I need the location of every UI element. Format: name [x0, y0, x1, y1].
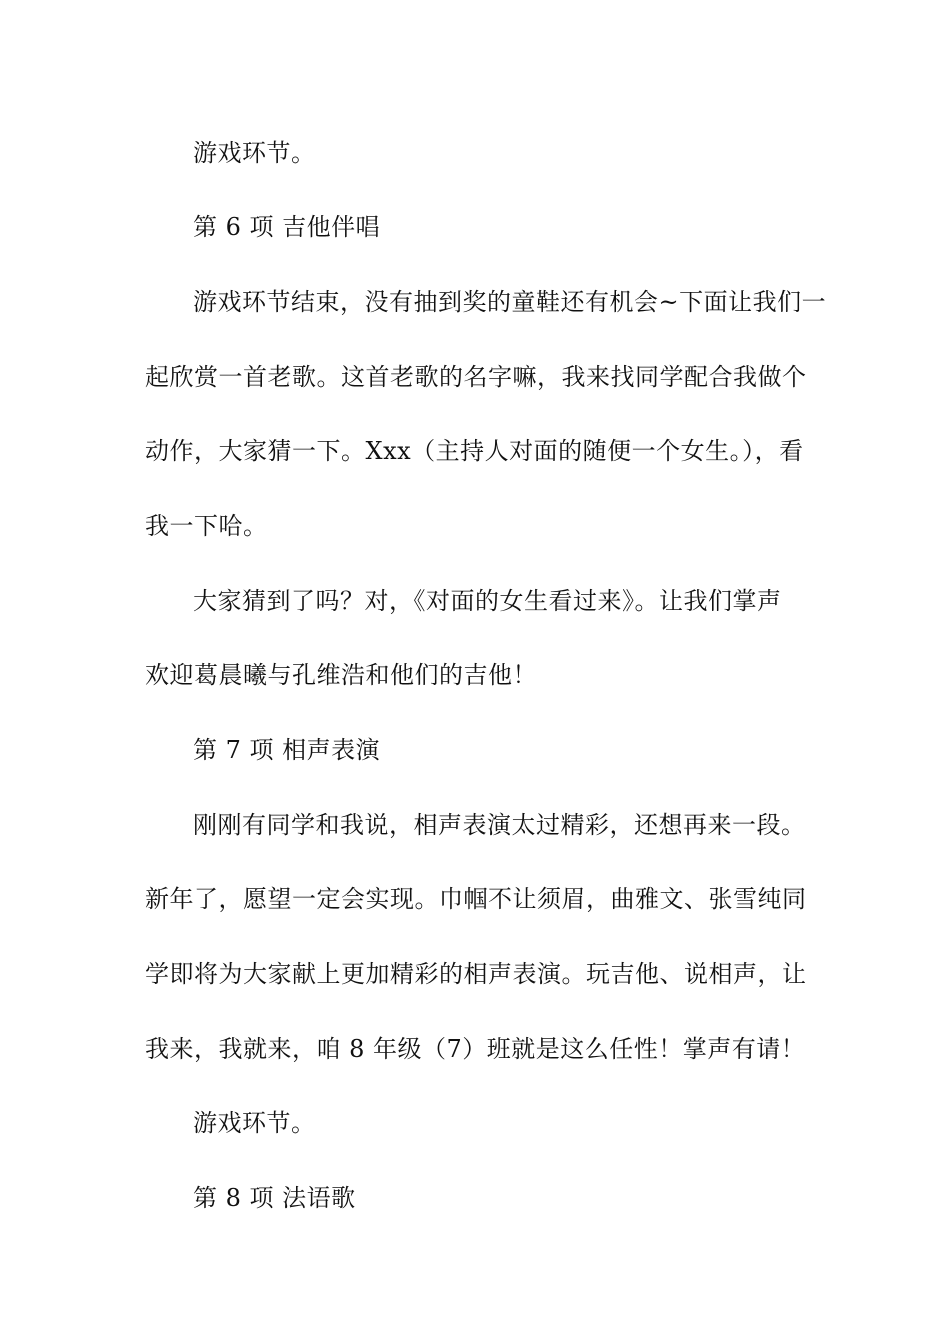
heading-item-7: 第 7 项 相声表演 [193, 736, 381, 764]
paragraph-game-section-1: 游戏环节。 [193, 139, 316, 167]
paragraph-line: 刚刚有同学和我说，相声表演太过精彩，还想再来一段。 [193, 811, 806, 839]
paragraph-line: 大家猜到了吗？对，《对面的女生看过来》。让我们掌声 [193, 587, 782, 615]
paragraph-line: 游戏环节结束，没有抽到奖的童鞋还有机会~下面让我们一 [193, 288, 827, 316]
paragraph-line: 新年了，愿望一定会实现。巾帼不让须眉，曲雅文、张雪纯同 [145, 885, 807, 913]
heading-item-6: 第 6 项 吉他伴唱 [193, 213, 381, 241]
paragraph-line: 动作，大家猜一下。Xxx（主持人对面的随便一个女生。），看 [145, 437, 804, 465]
paragraph-line: 起欣赏一首老歌。这首老歌的名字嘛，我来找同学配合我做个 [145, 363, 807, 391]
paragraph-line: 我一下哈。 [145, 512, 268, 540]
paragraph-game-section-2: 游戏环节。 [193, 1109, 316, 1137]
paragraph-line: 我来，我就来，咱 8 年级（7）班就是这么任性！掌声有请！ [145, 1035, 806, 1063]
paragraph-line: 欢迎葛晨曦与孔维浩和他们的吉他！ [145, 661, 537, 689]
heading-item-8: 第 8 项 法语歌 [193, 1184, 356, 1212]
paragraph-line: 学即将为大家献上更加精彩的相声表演。玩吉他、说相声，让 [145, 960, 807, 988]
